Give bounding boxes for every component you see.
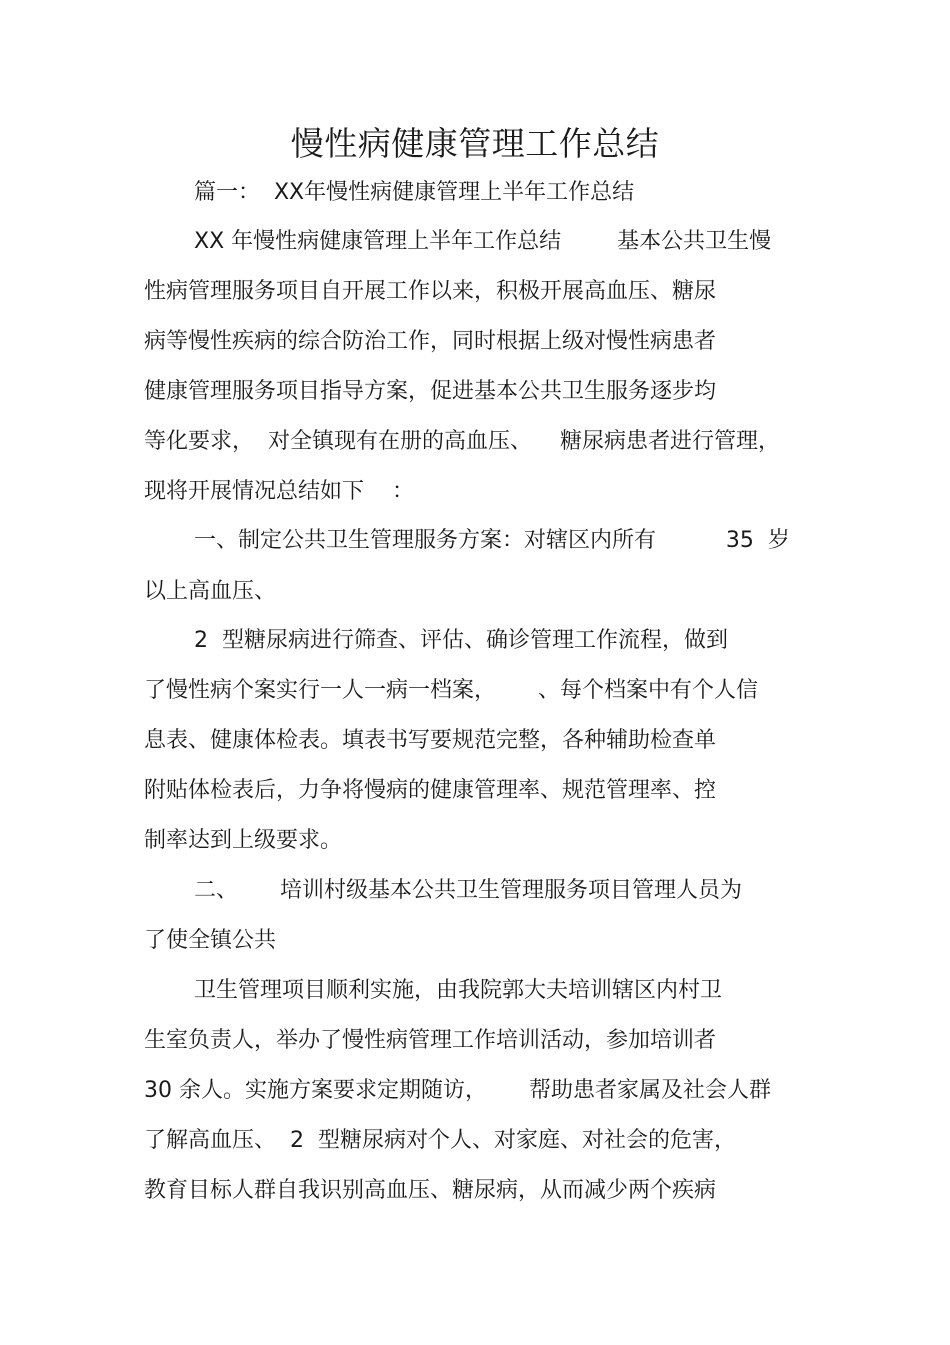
paragraph-line: 卫生管理项目顺利实施，由我院郭大夫培训辖区内村卫 <box>194 978 723 1003</box>
paragraph-line: 健康管理服务项目指导方案，促进基本公共卫生服务逐步均 <box>144 379 717 404</box>
paragraph-line: 生室负责人，举办了慢性病管理工作培训活动，参加培训者 <box>144 1028 717 1053</box>
paragraph-line: 了慢性病个案实行一人一病一档案， 、每个档案中有个人信 <box>144 678 758 703</box>
paragraph-line: 以上高血压、 <box>144 579 277 604</box>
paragraph-line: 二、 培训村级基本公共卫生管理服务项目管理人员为 <box>194 878 742 903</box>
paragraph-line: 等化要求， 对全镇现有在册的高血压、 糖尿病患者进行管理， <box>144 429 780 454</box>
document-title: 慢性病健康管理工作总结 <box>290 124 660 163</box>
paragraph-line: 了使全镇公共 <box>144 928 277 953</box>
document-subtitle: 篇一： XX年慢性病健康管理上半年工作总结 <box>194 180 635 205</box>
paragraph-line: XX 年慢性病健康管理上半年工作总结 基本公共卫生慢 <box>194 229 772 254</box>
paragraph-line: 附贴体检表后，力争将慢病的健康管理率、规范管理率、控 <box>144 778 717 803</box>
paragraph-line: 现将开展情况总结如下 ： <box>144 479 414 504</box>
paragraph-line: 30 余人。实施方案要求定期随访， 帮助患者家属及社会人群 <box>144 1078 771 1103</box>
paragraph-line: 一、制定公共卫生管理服务方案：对辖区内所有 35 岁 <box>194 528 790 553</box>
paragraph-line: 制率达到上级要求。 <box>144 828 343 853</box>
paragraph-line: 息表、健康体检表。填表书写要规范完整，各种辅助检查单 <box>144 728 717 753</box>
paragraph-line: 2 型糖尿病进行筛查、评估、确诊管理工作流程，做到 <box>194 628 728 653</box>
paragraph-line: 病等慢性疾病的综合防治工作，同时根据上级对慢性病患者 <box>144 329 717 354</box>
paragraph-line: 教育目标人群自我识别高血压、糖尿病，从而减少两个疾病 <box>144 1178 717 1203</box>
paragraph-line: 性病管理服务项目自开展工作以来，积极开展高血压、糖尿 <box>144 279 717 304</box>
paragraph-line: 了解高血压、 2 型糖尿病对个人、对家庭、对社会的危害， <box>144 1128 736 1153</box>
